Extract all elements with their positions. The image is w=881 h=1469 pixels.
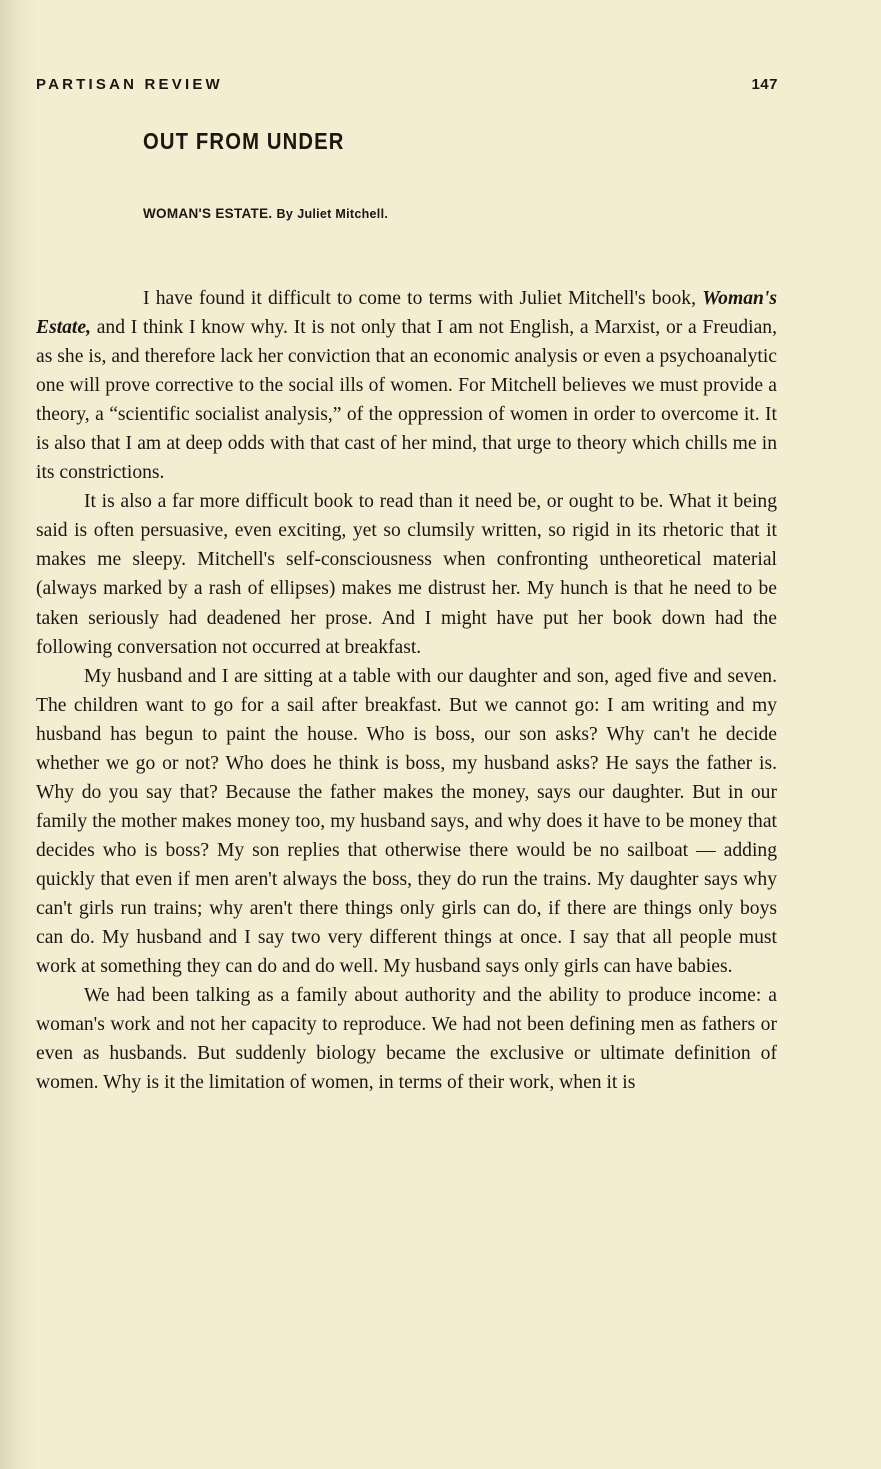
book-title-italic: Woman's Estate, — [36, 288, 777, 339]
book-info — [143, 206, 388, 221]
page-number: 147 — [751, 76, 778, 93]
article-title: OUT FROM UNDER — [143, 128, 345, 154]
paragraph-1-rest: and I think I know why. It is not only that I am not English, a Marxist, or a Freudian, as she is, and therefore lack her conviction that an economic analysis or even a psychoanalytic one will prove corrective to the social ills of women. For Mitchell believes we must provide a theory, a “scientific socialist analysis,” of the oppression of women in order to overcome it. It is also that I am at deep odds with that cast of her mind, that urge to theory which chills me in its constrictions. — [36, 317, 777, 484]
book-title: WOMAN'S ESTATE. — [143, 206, 273, 221]
paragraph-1 — [36, 284, 777, 487]
running-head — [36, 76, 776, 93]
by-label: By — [276, 207, 294, 221]
paragraph-1-start: I have found it difficult to come to terms with Juliet Mitchell's book, — [143, 288, 703, 309]
paragraph-4: We had been talking as a family about authority and the ability to produce income: a woman's work and not her capacity to reproduce. We had not been defining men as fathers or even as husbands. But suddenly biology became the exclusive or ultimate definition of women. Why is it the limitation of women, in terms of their work, when it is — [36, 985, 777, 1094]
paragraph-2: It is also a far more difficult book to read than it need be, or ought to be. What it being said is often persuasive, even exciting, yet so clumsily written, so rigid in its rhetoric that it makes me sleepy. Mitchell's self-consciousness when confronting untheoretical material (always marked by a rash of ellipses) makes me distrust her. My hunch is that he need to be taken seriously had deadened her prose. And I might have put her book down had the following conversation not occurred at breakfast. — [36, 491, 777, 658]
book-author: Juliet Mitchell. — [297, 207, 389, 221]
journal-name: PARTISAN REVIEW — [36, 76, 223, 93]
article-body — [36, 284, 777, 1097]
paragraph-3: My husband and I are sitting at a table with our daughter and son, aged five and seven. The children want to go for a sail after breakfast. But we cannot go: I am writing and my husband has begun to paint the house. Who is boss, our son asks? Why can't he decide whether we go or not? Who does he think is boss, my husband asks? He says the father is. Why do you say that? Because the father makes the money, says our daughter. But in our family the mother makes money too, my husband says, and why does it have to be money that decides who is boss? My son replies that otherwise there would be no sailboat — adding quickly that even if men aren't always the boss, they do run the trains. My daughter says why can't girls run trains; why aren't there things only girls can do, if there are things only boys can do. My husband and I say two very different things at once. I say that all people must work at something they can do and do well. My husband says only girls can have babies. — [36, 665, 777, 978]
